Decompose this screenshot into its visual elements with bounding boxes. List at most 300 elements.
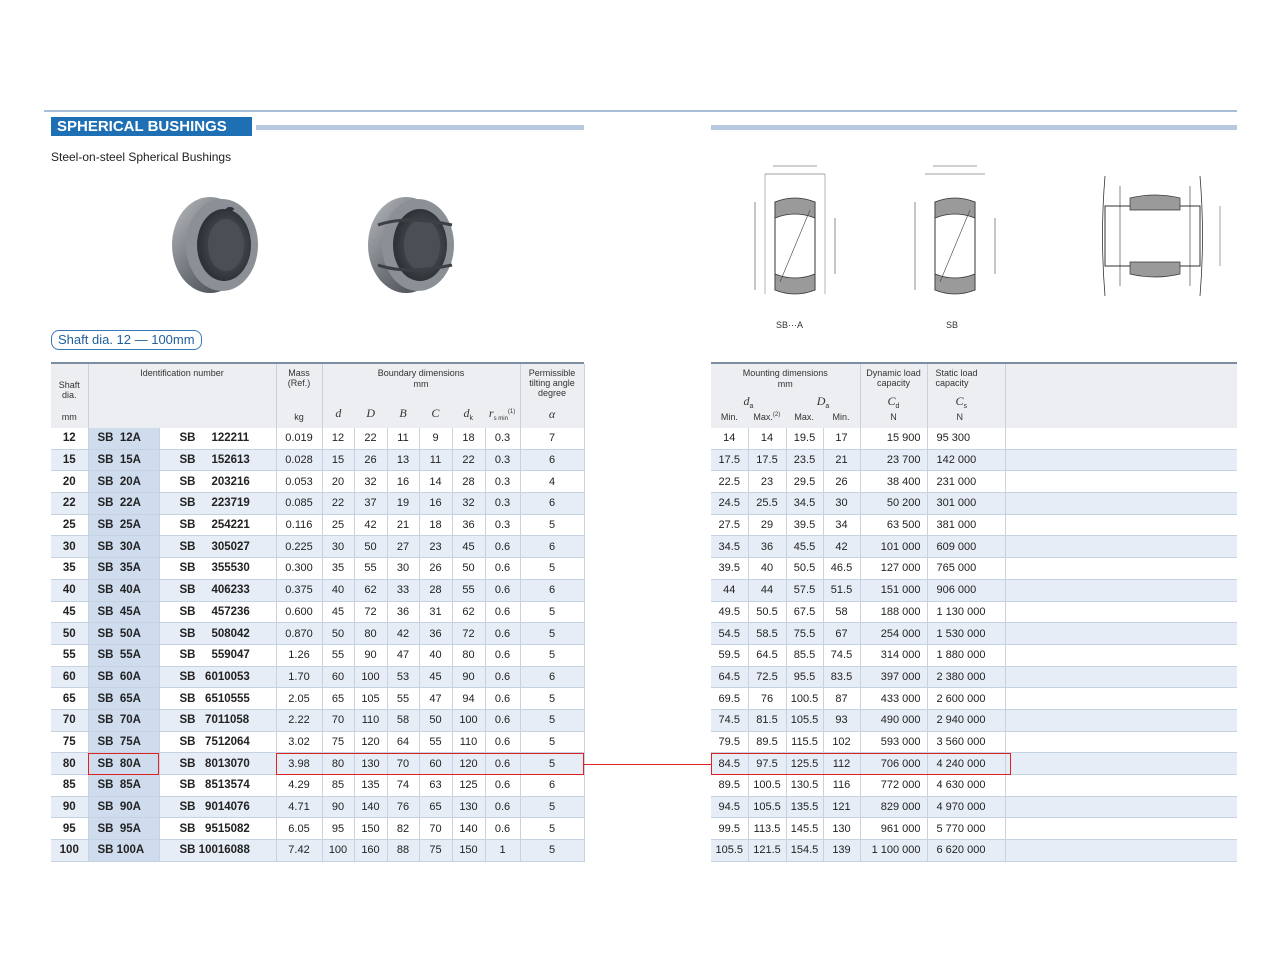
mass-cell: 7.42 [276,840,322,862]
sba-id-cell: SB 65A [88,688,159,710]
dk-cell: 110 [452,731,485,753]
dk-cell: 120 [452,753,485,775]
title-rule-right [711,125,1237,130]
highlight-sba-80a [88,753,159,775]
rs-cell: 0.3 [485,449,520,471]
d-cell: 90 [322,796,354,818]
Da-max-cell: 57.5 [786,579,823,601]
dk-cell: 28 [452,471,485,493]
shaft-cell: 45 [51,601,88,623]
da-min-cell: 84.5 [711,753,748,775]
c-cell: 60 [419,753,452,775]
da-max-cell: 58.5 [748,623,786,645]
mass-cell: 6.05 [276,818,322,840]
d-cell: 85 [322,775,354,797]
shaft-cell: 15 [51,449,88,471]
table-row [51,493,584,515]
table-row [51,623,584,645]
mass-cell: 4.29 [276,775,322,797]
Da-max-cell: 45.5 [786,536,823,558]
blank-cell [1005,753,1237,775]
cs-cell: 142 000 [927,449,1005,471]
c-cell: 11 [419,449,452,471]
table-row [51,558,584,580]
da-min-cell: 94.5 [711,796,748,818]
alpha-cell: 7 [520,428,584,449]
cs-cell: 6 620 000 [927,840,1005,862]
alpha-cell: 5 [520,709,584,731]
da-min-cell: 39.5 [711,558,748,580]
outer-d-cell: 22 [354,428,387,449]
table-row [51,731,584,753]
cs-cell: 4 630 000 [927,775,1005,797]
alpha-cell: 6 [520,449,584,471]
Da-min-cell: 102 [823,731,860,753]
d-cell: 55 [322,644,354,666]
outer-d-cell: 32 [354,471,387,493]
b-cell: 21 [387,514,419,536]
rs-cell: 0.6 [485,753,520,775]
dk-cell: 130 [452,796,485,818]
dk-cell: 90 [452,666,485,688]
Da-min-cell: 74.5 [823,644,860,666]
Da-max-cell: 135.5 [786,796,823,818]
da-min-cell: 34.5 [711,536,748,558]
alpha-cell: 6 [520,666,584,688]
sba-id-cell: SB 50A [88,623,159,645]
b-cell: 64 [387,731,419,753]
da-max-cell: 97.5 [748,753,786,775]
da-min-cell: 89.5 [711,775,748,797]
da-max-cell: 105.5 [748,796,786,818]
d-cell: 100 [322,840,354,862]
table-row [711,579,1237,601]
da-max-cell: 25.5 [748,493,786,515]
da-min-cell: 54.5 [711,623,748,645]
c-cell: 36 [419,623,452,645]
Da-min-cell: 42 [823,536,860,558]
shaft-cell: 60 [51,666,88,688]
c-cell: 63 [419,775,452,797]
cs-cell: 381 000 [927,514,1005,536]
da-max-cell: 50.5 [748,601,786,623]
c-cell: 31 [419,601,452,623]
sba-id-cell: SB 25A [88,514,159,536]
dk-cell: 150 [452,840,485,862]
d-cell: 30 [322,536,354,558]
dk-cell: 50 [452,558,485,580]
sb-id-cell: SB 122211 [159,428,276,449]
cs-cell: 3 560 000 [927,731,1005,753]
table-row [51,449,584,471]
table-row [51,514,584,536]
alpha-cell: 6 [520,493,584,515]
b-cell: 13 [387,449,419,471]
Da-max-cell: 75.5 [786,623,823,645]
dk-cell: 62 [452,601,485,623]
dk-cell: 80 [452,644,485,666]
da-max-cell: 40 [748,558,786,580]
da-min-cell: 59.5 [711,644,748,666]
outer-d-cell: 72 [354,601,387,623]
table-row [51,709,584,731]
blank-cell [1005,471,1237,493]
c-cell: 45 [419,666,452,688]
table-row [711,428,1237,449]
b-cell: 76 [387,796,419,818]
blank-cell [1005,688,1237,710]
Da-max-cell: 34.5 [786,493,823,515]
mass-cell: 0.028 [276,449,322,471]
shaft-cell: 20 [51,471,88,493]
Da-max-cell: 50.5 [786,558,823,580]
rs-cell: 0.6 [485,558,520,580]
mass-cell: 4.71 [276,796,322,818]
b-cell: 36 [387,601,419,623]
mass-cell: 0.375 [276,579,322,601]
blank-cell [1005,493,1237,515]
c-cell: 14 [419,471,452,493]
sba-id-cell: SB 60A [88,666,159,688]
d-cell: 75 [322,731,354,753]
d-cell: 35 [322,558,354,580]
cs-cell: 1 880 000 [927,644,1005,666]
drawing-label-sb: SB [946,320,959,330]
cs-cell: 2 940 000 [927,709,1005,731]
shaft-cell: 12 [51,428,88,449]
b-cell: 82 [387,818,419,840]
table-row [711,731,1237,753]
Da-min-cell: 93 [823,709,860,731]
sba-id-cell: SB 40A [88,579,159,601]
Da-min-cell: 30 [823,493,860,515]
sb-id-cell: SB 8513574 [159,775,276,797]
shaft-cell: 30 [51,536,88,558]
table-row [711,449,1237,471]
c-cell: 16 [419,493,452,515]
section-title: SPHERICAL BUSHINGS [51,117,252,136]
cd-cell: 1 100 000 [860,840,927,862]
sba-id-cell: SB 70A [88,709,159,731]
sb-id-cell: SB 203216 [159,471,276,493]
highlight-connector [584,764,711,765]
drawing-sb [905,162,1005,302]
rs-cell: 0.6 [485,709,520,731]
dk-cell: 45 [452,536,485,558]
alpha-cell: 5 [520,601,584,623]
outer-d-cell: 100 [354,666,387,688]
sba-id-cell: SB 85A [88,775,159,797]
blank-cell [1005,644,1237,666]
outer-d-cell: 50 [354,536,387,558]
b-cell: 11 [387,428,419,449]
mass-cell: 0.085 [276,493,322,515]
sba-id-cell: SB 95A [88,818,159,840]
da-min-cell: 27.5 [711,514,748,536]
table-row [711,709,1237,731]
shaft-cell: 55 [51,644,88,666]
da-min-cell: 69.5 [711,688,748,710]
dk-cell: 32 [452,493,485,515]
b-cell: 74 [387,775,419,797]
shaft-cell: 85 [51,775,88,797]
Da-min-cell: 116 [823,775,860,797]
alpha-cell: 5 [520,688,584,710]
shaft-cell: 25 [51,514,88,536]
Da-min-cell: 21 [823,449,860,471]
outer-d-cell: 80 [354,623,387,645]
sb-id-cell: SB 10016088 [159,840,276,862]
dk-cell: 94 [452,688,485,710]
sba-id-cell: SB 12A [88,428,159,449]
b-cell: 30 [387,558,419,580]
cd-cell: 15 900 [860,428,927,449]
d-cell: 95 [322,818,354,840]
dk-cell: 72 [452,623,485,645]
cd-cell: 23 700 [860,449,927,471]
mass-cell: 2.05 [276,688,322,710]
section-subtitle: Steel-on-steel Spherical Bushings [51,150,232,164]
alpha-cell: 6 [520,579,584,601]
shaft-range-label: Shaft dia. 12 ― 100mm [51,330,202,350]
da-max-cell: 44 [748,579,786,601]
Da-max-cell: 125.5 [786,753,823,775]
da-min-cell: 99.5 [711,818,748,840]
alpha-cell: 6 [520,536,584,558]
Da-min-cell: 139 [823,840,860,862]
d-cell: 15 [322,449,354,471]
c-cell: 47 [419,688,452,710]
sba-id-cell: SB 30A [88,536,159,558]
Da-min-cell: 26 [823,471,860,493]
bushing-photo-sb [366,195,458,295]
c-cell: 55 [419,731,452,753]
mass-cell: 2.22 [276,709,322,731]
table-row [51,536,584,558]
da-max-cell: 76 [748,688,786,710]
table-row [711,796,1237,818]
cd-cell: 101 000 [860,536,927,558]
table-row [711,623,1237,645]
sb-id-cell: SB 508042 [159,623,276,645]
c-cell: 26 [419,558,452,580]
b-cell: 53 [387,666,419,688]
table-row [51,796,584,818]
shaft-cell: 95 [51,818,88,840]
sba-id-cell: SB 15A [88,449,159,471]
Da-min-cell: 17 [823,428,860,449]
cs-cell: 4 240 000 [927,753,1005,775]
sba-id-cell: SB 22A [88,493,159,515]
blank-cell [1005,666,1237,688]
rs-cell: 1 [485,840,520,862]
alpha-cell: 5 [520,840,584,862]
mass-cell: 3.02 [276,731,322,753]
outer-d-cell: 160 [354,840,387,862]
table-row [711,688,1237,710]
cs-cell: 2 380 000 [927,666,1005,688]
cs-cell: 765 000 [927,558,1005,580]
Da-max-cell: 100.5 [786,688,823,710]
da-min-cell: 49.5 [711,601,748,623]
cd-cell: 961 000 [860,818,927,840]
cs-cell: 231 000 [927,471,1005,493]
Da-max-cell: 29.5 [786,471,823,493]
table-row [711,666,1237,688]
cs-cell: 95 300 [927,428,1005,449]
blank-cell [1005,840,1237,862]
table-row [711,775,1237,797]
mass-cell: 1.26 [276,644,322,666]
d-cell: 40 [322,579,354,601]
table-row [51,601,584,623]
Da-min-cell: 121 [823,796,860,818]
rs-cell: 0.3 [485,471,520,493]
outer-d-cell: 130 [354,753,387,775]
dk-cell: 140 [452,818,485,840]
Da-min-cell: 34 [823,514,860,536]
d-cell: 60 [322,666,354,688]
alpha-cell: 4 [520,471,584,493]
table-row [51,644,584,666]
col-mounting: Mounting dimensions mm $d_a$ $D_a$ Min. Max.$^{(2)}$ Max. Min. [711,364,860,428]
cd-cell: 63 500 [860,514,927,536]
d-cell: 20 [322,471,354,493]
b-cell: 55 [387,688,419,710]
rs-cell: 0.6 [485,579,520,601]
d-cell: 25 [322,514,354,536]
cs-cell: 301 000 [927,493,1005,515]
spec-table-left [51,362,585,862]
spec-table-right [711,362,1237,862]
mass-cell: 0.300 [276,558,322,580]
dk-cell: 125 [452,775,485,797]
cd-cell: 50 200 [860,493,927,515]
Da-max-cell: 130.5 [786,775,823,797]
d-cell: 80 [322,753,354,775]
cs-cell: 906 000 [927,579,1005,601]
drawing-mounting [1080,176,1230,301]
shaft-cell: 35 [51,558,88,580]
da-min-cell: 14 [711,428,748,449]
dk-cell: 36 [452,514,485,536]
Da-min-cell: 46.5 [823,558,860,580]
col-dynamic-load: Dynamic load capacity $C_d$ N [860,364,927,428]
sba-id-cell: SB 100A [88,840,159,862]
mass-cell: 0.870 [276,623,322,645]
blank-cell [1005,731,1237,753]
cd-cell: 314 000 [860,644,927,666]
table-row [711,840,1237,862]
cd-cell: 254 000 [860,623,927,645]
table-row [51,471,584,493]
d-cell: 45 [322,601,354,623]
shaft-cell: 100 [51,840,88,862]
Da-min-cell: 83.5 [823,666,860,688]
cs-cell: 5 770 000 [927,818,1005,840]
da-max-cell: 81.5 [748,709,786,731]
Da-min-cell: 51.5 [823,579,860,601]
outer-d-cell: 105 [354,688,387,710]
da-max-cell: 113.5 [748,818,786,840]
outer-d-cell: 150 [354,818,387,840]
mass-cell: 3.98 [276,753,322,775]
da-min-cell: 24.5 [711,493,748,515]
table-row [711,536,1237,558]
cd-cell: 490 000 [860,709,927,731]
da-max-cell: 14 [748,428,786,449]
Da-max-cell: 115.5 [786,731,823,753]
cd-cell: 433 000 [860,688,927,710]
d-cell: 50 [322,623,354,645]
sb-id-cell: SB 9014076 [159,796,276,818]
rs-cell: 0.6 [485,818,520,840]
da-max-cell: 100.5 [748,775,786,797]
dk-cell: 55 [452,579,485,601]
sb-id-cell: SB 406233 [159,579,276,601]
cd-cell: 829 000 [860,796,927,818]
b-cell: 19 [387,493,419,515]
outer-d-cell: 42 [354,514,387,536]
sba-id-cell: SB 55A [88,644,159,666]
c-cell: 65 [419,796,452,818]
dk-cell: 100 [452,709,485,731]
c-cell: 40 [419,644,452,666]
blank-cell [1005,775,1237,797]
blank-cell [1005,579,1237,601]
bushing-photo-sba [170,195,262,295]
blank-cell [1005,558,1237,580]
rs-cell: 0.6 [485,666,520,688]
cs-cell: 4 970 000 [927,796,1005,818]
cs-cell: 1 530 000 [927,623,1005,645]
da-min-cell: 74.5 [711,709,748,731]
col-tilt: Permissible tilting angle degree α [520,364,584,428]
d-cell: 70 [322,709,354,731]
col-mass: Mass (Ref.) kg [276,364,322,428]
sba-id-cell: SB 80A [88,753,159,775]
mass-cell: 1.70 [276,666,322,688]
dk-cell: 22 [452,449,485,471]
da-max-cell: 121.5 [748,840,786,862]
sb-id-cell: SB 8013070 [159,753,276,775]
c-cell: 9 [419,428,452,449]
sb-id-cell: SB 254221 [159,514,276,536]
c-cell: 18 [419,514,452,536]
da-max-cell: 64.5 [748,644,786,666]
da-max-cell: 23 [748,471,786,493]
da-min-cell: 44 [711,579,748,601]
outer-d-cell: 90 [354,644,387,666]
shaft-cell: 65 [51,688,88,710]
col-ident: Identification number [88,364,276,428]
col-static-load: Static load capacity $C_s$ N [927,364,1005,428]
b-cell: 33 [387,579,419,601]
cd-cell: 38 400 [860,471,927,493]
top-rule [44,110,1237,112]
Da-max-cell: 23.5 [786,449,823,471]
alpha-cell: 5 [520,558,584,580]
da-min-cell: 79.5 [711,731,748,753]
da-max-cell: 89.5 [748,731,786,753]
table-row [711,818,1237,840]
mass-cell: 0.019 [276,428,322,449]
shaft-cell: 75 [51,731,88,753]
table-row [51,428,584,449]
b-cell: 47 [387,644,419,666]
rs-cell: 0.6 [485,688,520,710]
table-row [51,688,584,710]
